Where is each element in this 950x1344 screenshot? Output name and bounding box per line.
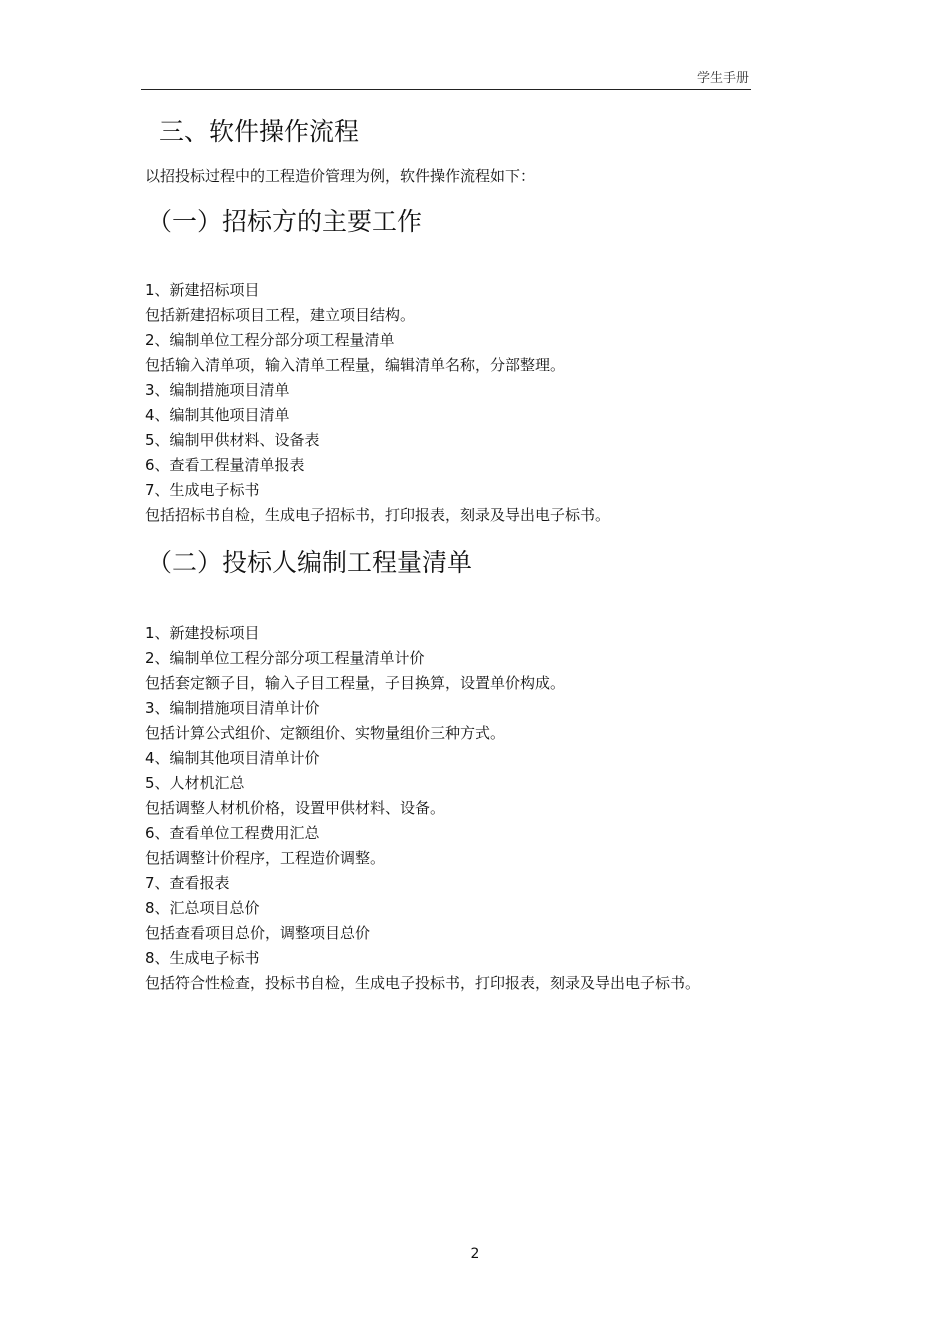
- section-title: 三、软件操作流程: [159, 117, 360, 146]
- header-title: 学生手册: [696, 71, 749, 86]
- list-item: 2、编制单位工程分部分项工程量清单计价: [145, 649, 425, 667]
- list-item: 3、编制措施项目清单计价: [145, 699, 320, 717]
- page-header: [141, 70, 751, 90]
- list-item: 6、查看工程量清单报表: [145, 456, 305, 474]
- list-item: 6、查看单位工程费用汇总: [145, 824, 320, 842]
- list-item: 5、人材机汇总: [145, 774, 245, 792]
- list-item: 4、编制其他项目清单计价: [145, 749, 320, 767]
- list-item: 包括招标书自检，生成电子招标书，打印报表，刻录及导出电子标书。: [145, 506, 611, 524]
- list-item: 包括套定额子目，输入子目工程量，子目换算，设置单价构成。: [145, 674, 566, 692]
- part2-list: [145, 621, 785, 996]
- list-item: 5、编制甲供材料、设备表: [145, 431, 320, 449]
- part1-title: （一）招标方的主要工作: [147, 207, 423, 236]
- list-item: 包括查看项目总价，调整项目总价: [145, 924, 371, 942]
- list-item: 包括输入清单项，输入清单工程量，编辑清单名称，分部整理。: [145, 356, 566, 374]
- list-item: 1、新建投标项目: [145, 624, 260, 642]
- part1-list: [145, 278, 785, 528]
- list-item: 包括符合性检查，投标书自检，生成电子投标书，打印报表，刻录及导出电子标书。: [145, 974, 701, 992]
- page-number: 2: [470, 1246, 480, 1262]
- list-item: 包括新建招标项目工程，建立项目结构。: [145, 306, 416, 324]
- list-item: 8、生成电子标书: [145, 949, 260, 967]
- document-body: [145, 110, 785, 996]
- list-item: 包括计算公式组价、定额组价、实物量组价三种方式。: [145, 724, 506, 742]
- list-item: 7、生成电子标书: [145, 481, 260, 499]
- section-intro: 以招投标过程中的工程造价管理为例，软件操作流程如下：: [145, 167, 536, 185]
- list-item: 1、新建招标项目: [145, 281, 260, 299]
- list-item: 7、查看报表: [145, 874, 230, 892]
- part2-title: （二）投标人编制工程量清单: [147, 548, 473, 577]
- list-item: 3、编制措施项目清单: [145, 381, 290, 399]
- list-item: 包括调整人材机价格，设置甲供材料、设备。: [145, 799, 446, 817]
- list-item: 4、编制其他项目清单: [145, 406, 290, 424]
- list-item: 2、编制单位工程分部分项工程量清单: [145, 331, 395, 349]
- list-item: 8、汇总项目总价: [145, 899, 260, 917]
- list-item: 包括调整计价程序，工程造价调整。: [145, 849, 386, 867]
